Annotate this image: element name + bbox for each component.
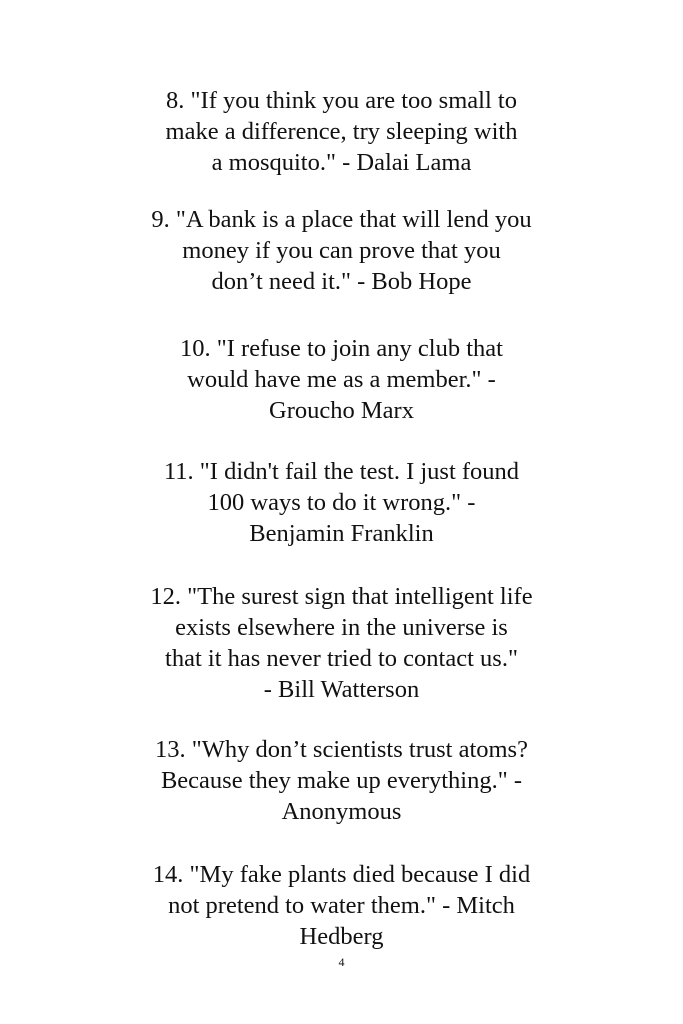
quote-14 — [0, 859, 683, 952]
quote-line: not pretend to water them." - Mitch — [168, 892, 515, 919]
quote-13 — [0, 734, 683, 827]
quote-line: make a difference, try sleeping with — [165, 118, 518, 145]
quote-line: Hedberg — [299, 923, 384, 950]
quote-line: don’t need it." - Bob Hope — [211, 268, 472, 295]
quote-line: that it has never tried to contact us." — [165, 645, 518, 672]
quote-11 — [0, 456, 683, 549]
quote-line: a mosquito." - Dalai Lama — [211, 149, 472, 176]
quote-line: money if you can prove that you — [182, 237, 501, 264]
quote-line: Because they make up everything." - — [160, 767, 523, 794]
quote-line: 10. "I refuse to join any club that — [180, 335, 503, 362]
quote-line: Benjamin Franklin — [249, 520, 434, 547]
quote-line: Groucho Marx — [269, 397, 414, 424]
quote-line: 100 ways to do it wrong." - — [207, 489, 476, 516]
quote-line: 14. "My fake plants died because I did — [152, 861, 531, 888]
quote-line: 13. "Why don’t scientists trust atoms? — [155, 736, 528, 763]
quote-line: would have me as a member." - — [187, 366, 496, 393]
quote-line: 9. "A bank is a place that will lend you — [151, 206, 532, 233]
quote-line: Anonymous — [281, 798, 402, 825]
quote-10 — [0, 333, 683, 426]
quote-line: - Bill Watterson — [263, 676, 420, 703]
quote-8 — [0, 85, 683, 178]
quote-12 — [0, 581, 683, 705]
quote-line: exists elsewhere in the universe is — [175, 614, 508, 641]
quote-line: 12. "The surest sign that intelligent life — [150, 583, 533, 610]
quote-line: 11. "I didn't fail the test. I just found — [163, 458, 520, 485]
quote-line: 8. "If you think you are too small to — [166, 87, 517, 114]
quote-9 — [0, 204, 683, 297]
page-number: 4 — [338, 955, 345, 969]
